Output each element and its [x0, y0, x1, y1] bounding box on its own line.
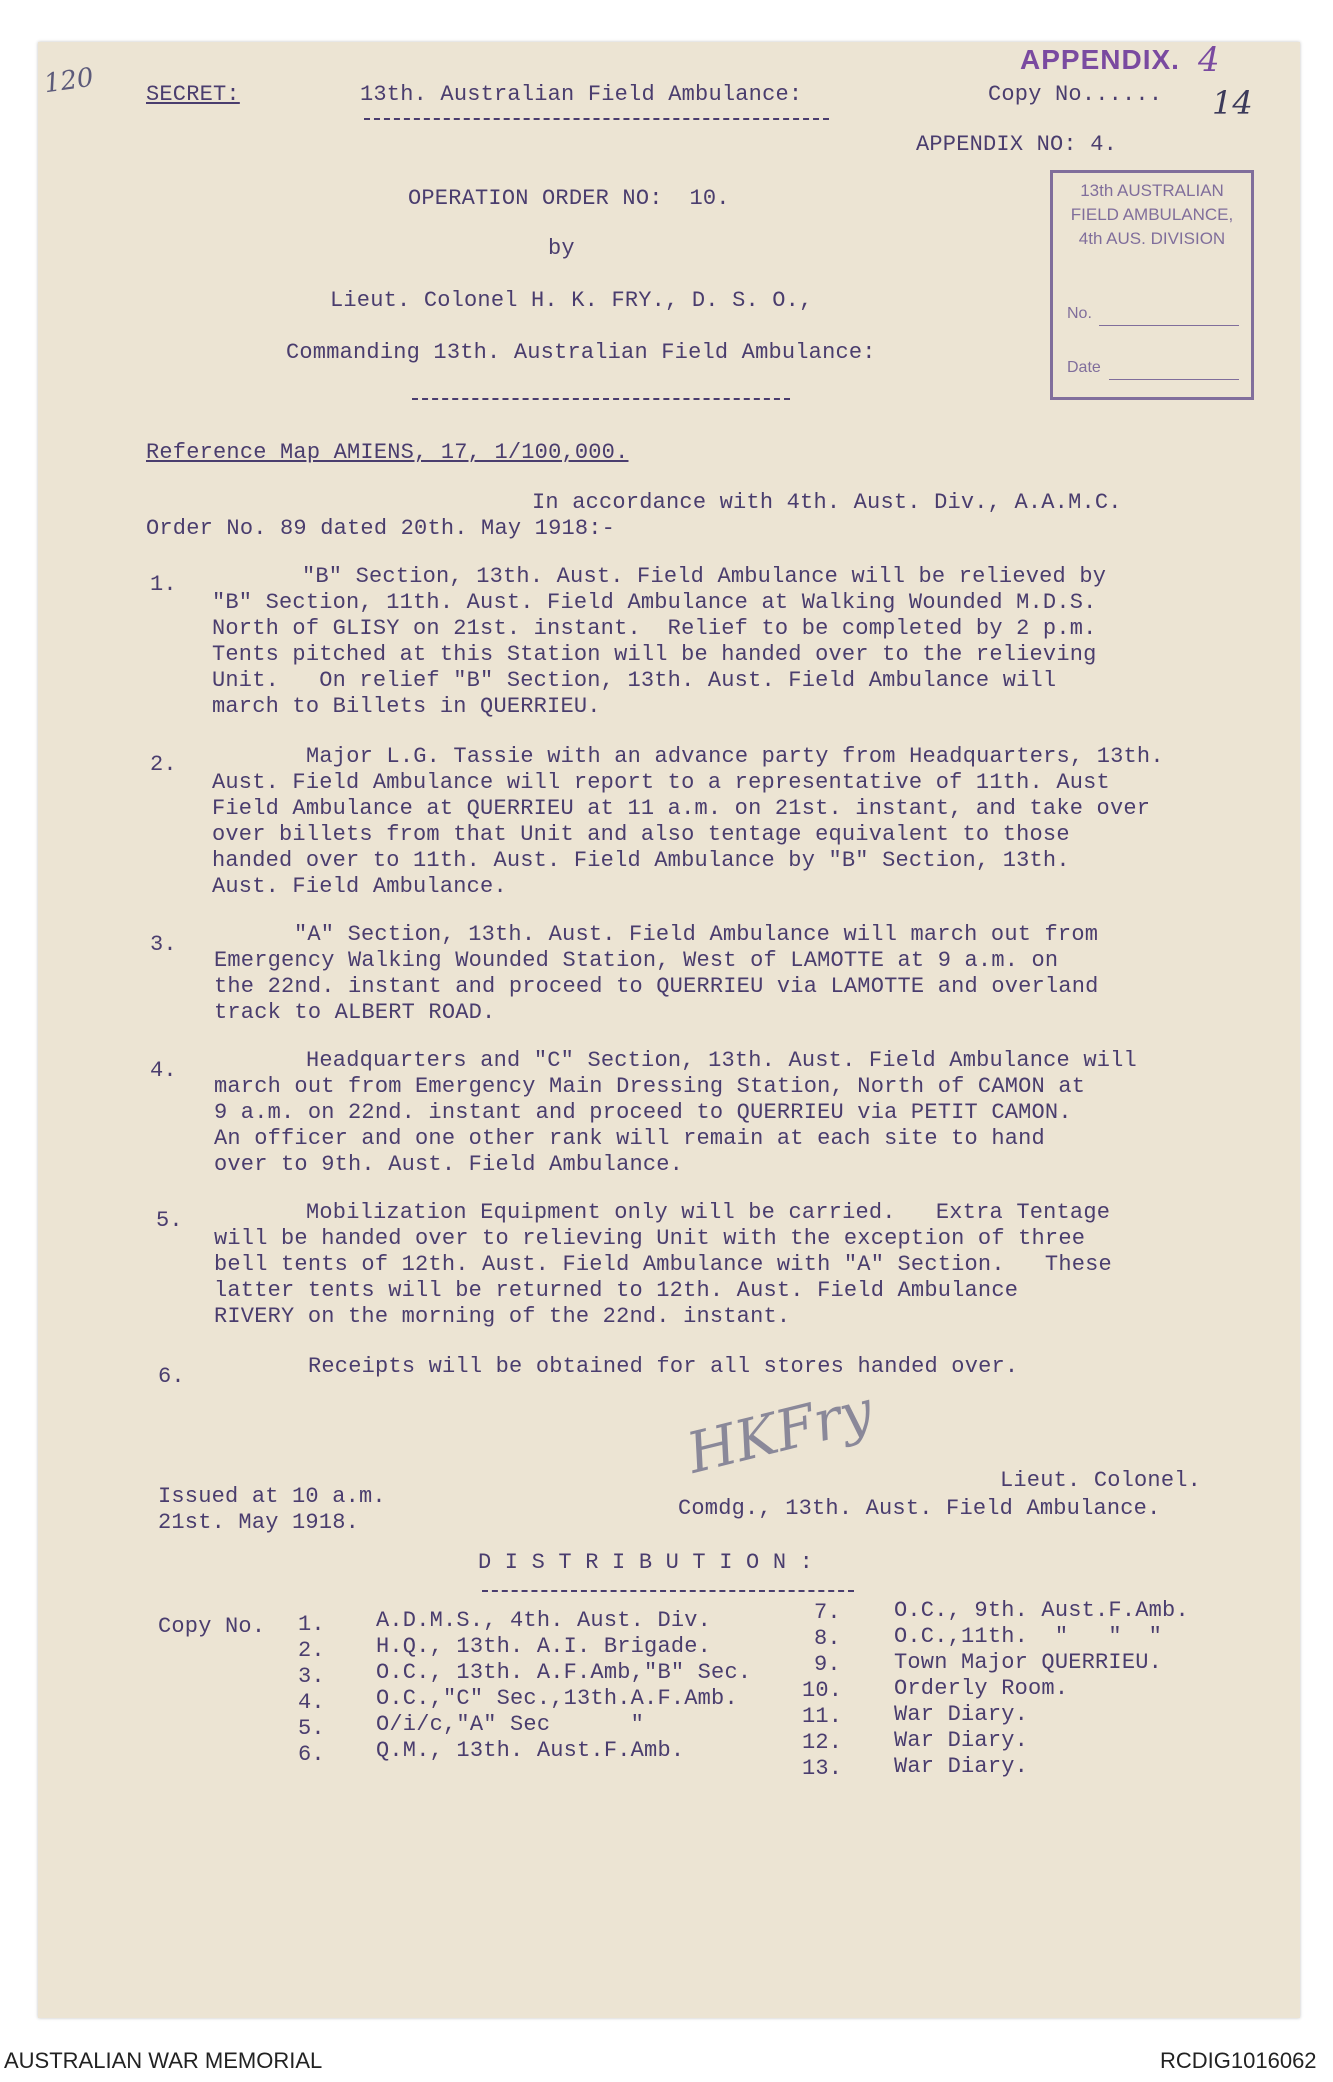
appendix-number: APPENDIX NO: 4.	[916, 132, 1118, 157]
order-officer: Lieut. Colonel H. K. FRY., D. S. O.,	[330, 288, 813, 313]
paragraph-4-line-2: march out from Emergency Main Dressing Station, North of CAMON at	[214, 1074, 1086, 1099]
distribution-left-recipient: O.C., 13th. A.F.Amb,"B" Sec.	[376, 1660, 752, 1685]
appendix-handwritten-number: 4	[1198, 40, 1220, 80]
stamp-line-1: 13th AUSTRALIAN	[1080, 181, 1224, 200]
paragraph-1-line-3: North of GLISY on 21st. instant. Relief to be completed by 2 p.m.	[212, 616, 1097, 641]
order-title: OPERATION ORDER NO: 10.	[408, 186, 730, 211]
intro-line-2: Order No. 89 dated 20th. May 1918:-	[146, 516, 616, 541]
unit-heading: 13th. Australian Field Ambulance:	[360, 82, 803, 107]
page-handwritten-number: 14	[1212, 84, 1253, 122]
distribution-left-number: 5.	[298, 1716, 325, 1741]
paragraph-5-number: 5.	[156, 1208, 183, 1233]
stamp-no-rule	[1099, 325, 1239, 326]
footer-institution: AUSTRALIAN WAR MEMORIAL	[4, 2048, 323, 2073]
paragraph-2-line-1: Major L.G. Tassie with an advance party from Headquarters, 13th.	[306, 744, 1164, 769]
paragraph-5-line-4: latter tents will be returned to 12th. Aust. Field Ambulance	[214, 1278, 1019, 1303]
distribution-right-number: 11.	[802, 1704, 843, 1729]
stamp-date-rule	[1109, 379, 1239, 380]
distribution-left-recipient: O.C.,"C" Sec.,13th.A.F.Amb.	[376, 1686, 738, 1711]
distribution-right-number: 13.	[802, 1756, 843, 1781]
appendix-stamp: APPENDIX.	[1020, 44, 1180, 75]
unit-rubber-stamp	[1050, 170, 1254, 400]
paragraph-1-line-4: Tents pitched at this Station will be handed over to the relieving	[212, 642, 1097, 667]
distribution-right-recipient: War Diary.	[894, 1754, 1029, 1779]
paragraph-4-line-4: An officer and one other rank will remain at each site to hand	[214, 1126, 1045, 1151]
paragraph-1-line-2: "B" Section, 11th. Aust. Field Ambulance at Walking Wounded M.D.S.	[212, 590, 1097, 615]
paragraph-6-line-1: Receipts will be obtained for all stores handed over.	[308, 1354, 1019, 1379]
paragraph-1-line-5: Unit. On relief "B" Section, 13th. Aust. Field Ambulance will	[212, 668, 1057, 693]
stamp-line-3: 4th AUS. DIVISION	[1078, 229, 1226, 248]
distribution-left-recipient: H.Q., 13th. A.I. Brigade.	[376, 1634, 712, 1659]
paragraph-5-line-2: will be handed over to relieving Unit with the exception of three	[214, 1226, 1086, 1251]
signature-command: Comdg., 13th. Aust. Field Ambulance.	[678, 1496, 1161, 1521]
paragraph-2-line-2: Aust. Field Ambulance will report to a representative of 11th. Aust	[212, 770, 1110, 795]
paragraph-2-line-3: Field Ambulance at QUERRIEU at 11 a.m. on 21st. instant, and take over	[212, 796, 1151, 821]
stamp-no-label: No.	[1067, 305, 1092, 322]
paragraph-3-line-2: Emergency Walking Wounded Station, West of LAMOTTE at 9 a.m. on	[214, 948, 1059, 973]
distribution-left-number: 2.	[298, 1638, 325, 1663]
reference-map: Reference Map AMIENS, 17, 1/100,000.	[146, 440, 629, 465]
paragraph-3-number: 3.	[150, 932, 177, 957]
paragraph-1-line-1: "B" Section, 13th. Aust. Field Ambulance will be relieved by	[302, 564, 1107, 589]
distribution-heading: D I S T R I B U T I O N :	[478, 1550, 814, 1575]
distribution-right-recipient: Town Major QUERRIEU.	[894, 1650, 1163, 1675]
distribution-right-number: 8.	[814, 1626, 841, 1651]
distribution-left-recipient: O/i/c,"A" Sec "	[376, 1712, 645, 1737]
distribution-left-number: 6.	[298, 1742, 325, 1767]
paragraph-1-number: 1.	[150, 572, 177, 597]
signature-rank: Lieut. Colonel.	[1000, 1468, 1202, 1493]
secret-label: SECRET:	[146, 82, 240, 107]
paragraph-3-line-4: track to ALBERT ROAD.	[214, 1000, 496, 1025]
paragraph-4-line-1: Headquarters and "C" Section, 13th. Aust. Field Ambulance will	[306, 1048, 1137, 1073]
distribution-right-number: 7.	[814, 1600, 841, 1625]
distribution-right-recipient: O.C., 9th. Aust.F.Amb.	[894, 1598, 1189, 1623]
paragraph-5-line-1: Mobilization Equipment only will be carried. Extra Tentage	[306, 1200, 1111, 1225]
title-rule	[412, 398, 790, 400]
paragraph-4-number: 4.	[150, 1058, 177, 1083]
distribution-right-number: 12.	[802, 1730, 843, 1755]
unit-heading-rule	[364, 118, 829, 120]
paragraph-2-line-4: over billets from that Unit and also tentage equivalent to those	[212, 822, 1070, 847]
handwritten-folio-number: 120	[42, 62, 96, 100]
paragraph-1-line-6: march to Billets in QUERRIEU.	[212, 694, 601, 719]
paragraph-4-line-3: 9 a.m. on 22nd. instant and proceed to QUERRIEU via PETIT CAMON.	[214, 1100, 1072, 1125]
paragraph-2-number: 2.	[150, 752, 177, 777]
distribution-right-number: 10.	[802, 1678, 843, 1703]
issued-time: Issued at 10 a.m.	[158, 1484, 386, 1509]
distribution-copy-label: Copy No.	[158, 1614, 266, 1639]
signature: HKFry	[680, 1378, 880, 1487]
paragraph-4-line-5: over to 9th. Aust. Field Ambulance.	[214, 1152, 684, 1177]
paragraph-6-number: 6.	[158, 1364, 185, 1389]
distribution-left-recipient: Q.M., 13th. Aust.F.Amb.	[376, 1738, 685, 1763]
order-by: by	[548, 236, 575, 261]
distribution-right-recipient: Orderly Room.	[894, 1676, 1069, 1701]
paragraph-5-line-5: RIVERY on the morning of the 22nd. instant.	[214, 1304, 791, 1329]
paragraph-5-line-3: bell tents of 12th. Aust. Field Ambulance with "A" Section. These	[214, 1252, 1112, 1277]
issued-date: 21st. May 1918.	[158, 1510, 360, 1535]
stamp-date-label: Date	[1067, 359, 1101, 376]
order-commanding: Commanding 13th. Australian Field Ambulance:	[286, 340, 876, 365]
distribution-rule	[482, 1590, 854, 1592]
distribution-right-recipient: O.C.,11th. " " "	[894, 1624, 1163, 1649]
footer-record-id: RCDIG1016062	[1160, 2048, 1317, 2073]
distribution-right-recipient: War Diary.	[894, 1728, 1029, 1753]
distribution-left-number: 4.	[298, 1690, 325, 1715]
distribution-left-number: 1.	[298, 1612, 325, 1637]
copy-number: Copy No......	[988, 82, 1163, 107]
distribution-left-number: 3.	[298, 1664, 325, 1689]
stamp-line-2: FIELD AMBULANCE,	[1070, 205, 1234, 224]
distribution-right-number: 9.	[814, 1652, 841, 1677]
paragraph-2-line-6: Aust. Field Ambulance.	[212, 874, 507, 899]
distribution-right-recipient: War Diary.	[894, 1702, 1029, 1727]
paragraph-3-line-1: "A" Section, 13th. Aust. Field Ambulance will march out from	[294, 922, 1099, 947]
paragraph-2-line-5: handed over to 11th. Aust. Field Ambulance by "B" Section, 13th.	[212, 848, 1070, 873]
paragraph-3-line-3: the 22nd. instant and proceed to QUERRIEU via LAMOTTE and overland	[214, 974, 1099, 999]
intro-line-1: In accordance with 4th. Aust. Div., A.A.M.C.	[532, 490, 1122, 515]
distribution-left-recipient: A.D.M.S., 4th. Aust. Div.	[376, 1608, 712, 1633]
